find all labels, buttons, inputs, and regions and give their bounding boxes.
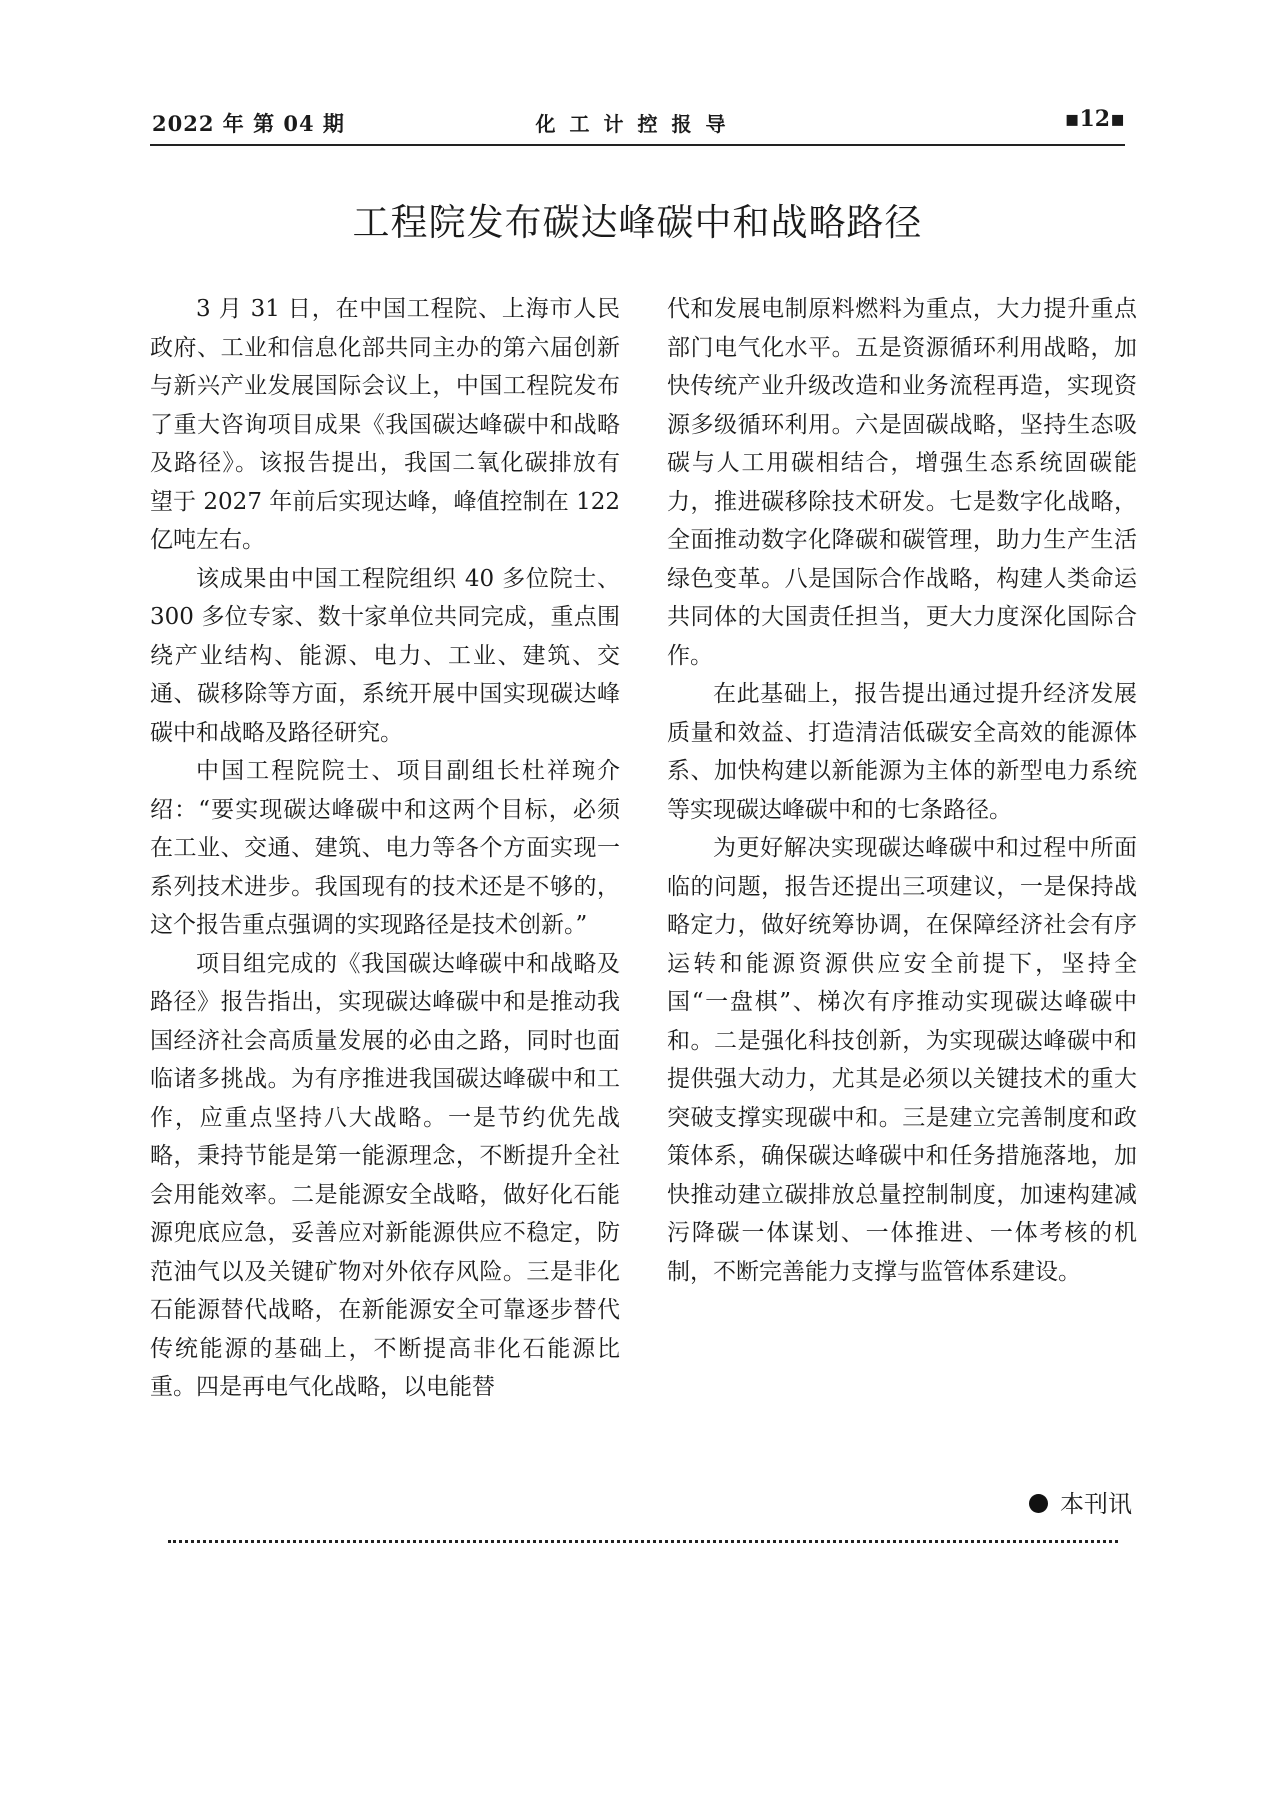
journal-name: 化工计控报导 <box>535 112 740 136</box>
left-column <box>150 290 620 1407</box>
byline <box>1029 1484 1132 1519</box>
issue-label: 2022 年 第 04 期 <box>152 111 345 136</box>
paragraph-continued: 代和发展电制原料燃料为重点，大力提升重点部门电气化水平。五是资源循环利用战略，加快传统产业升级改造和业务流程再造，实现资源多级循环利用。六是固碳战略，坚持生态吸碳与人工用碳相结合，增强生态系统固碳能力，推进碳移除技术研发。七是数字化战略，全面推动数字化降碳和碳管理，助力生产生活绿色变革。八是国际合作战略，构建人类命运共同体的大国责任担当，更大力度深化国际合作。 <box>667 296 1137 669</box>
page-header <box>150 102 1125 146</box>
byline-text: 本刊讯 <box>1060 1490 1132 1518</box>
right-column <box>667 290 1137 1291</box>
paragraph: 3 月 31 日，在中国工程院、上海市人民政府、工业和信息化部共同主办的第六届创新与新兴产业发展国际会议上，中国工程院发布了重大咨询项目成果《我国碳达峰碳中和战略及路径》。该报告提出，我国二氧化碳排放有望于 2027 年前后实现达峰，峰值控制在 122 亿吨左右。 <box>150 296 620 553</box>
page-number: ▪12▪ <box>1064 106 1125 132</box>
paragraph: 项目组完成的《我国碳达峰碳中和战略及路径》报告指出，实现碳达峰碳中和是推动我国经济社会高质量发展的必由之路，同时也面临诸多挑战。为有序推进我国碳达峰碳中和工作，应重点坚持八大战略。一是节约优先战略，秉持节能是第一能源理念，不断提升全社会用能效率。二是能源安全战略，做好化石能源兜底应急，妥善应对新能源供应不稳定，防范油气以及关键矿物对外依存风险。三是非化石能源替代战略，在新能源安全可靠逐步替代传统能源的基础上，不断提高非化石能源比重。四是再电气化战略，以电能替 <box>150 950 620 1400</box>
paragraph: 为更好解决实现碳达峰碳中和过程中所面临的问题，报告还提出三项建议，一是保持战略定力，做好统筹协调，在保障经济社会有序运转和能源资源供应安全前提下，坚持全国“一盘棋”、梯次有序推动实现碳达峰碳中和。二是强化科技创新，为实现碳达峰碳中和提供强大动力，尤其是必须以关键技术的重大突破支撑实现碳中和。三是建立完善制度和政策体系，确保碳达峰碳中和任务措施落地，加快推动建立碳排放总量控制制度，加速构建减污降碳一体谋划、一体推进、一体考核的机制，不断完善能力支撑与监管体系建设。 <box>667 835 1137 1285</box>
paragraph: 该成果由中国工程院组织 40 多位院士、300 多位专家、数十家单位共同完成，重点围绕产业结构、能源、电力、工业、建筑、交通、碳移除等方面，系统开展中国实现碳达峰碳中和战略及路径研究。 <box>150 565 620 746</box>
dotted-separator <box>168 1540 1118 1543</box>
paragraph: 在此基础上，报告提出通过提升经济发展质量和效益、打造清洁低碳安全高效的能源体系、加快构建以新能源为主体的新型电力系统等实现碳达峰碳中和的七条路径。 <box>667 681 1137 823</box>
article-title: 工程院发布碳达峰碳中和战略路径 <box>352 201 923 244</box>
bullet-dot-icon <box>1029 1494 1048 1513</box>
paragraph: 中国工程院院士、项目副组长杜祥琬介绍：“要实现碳达峰碳中和这两个目标，必须在工业、交通、建筑、电力等各个方面实现一系列技术进步。我国现有的技术还是不够的，这个报告重点强调的实现路径是技术创新。” <box>150 758 620 938</box>
